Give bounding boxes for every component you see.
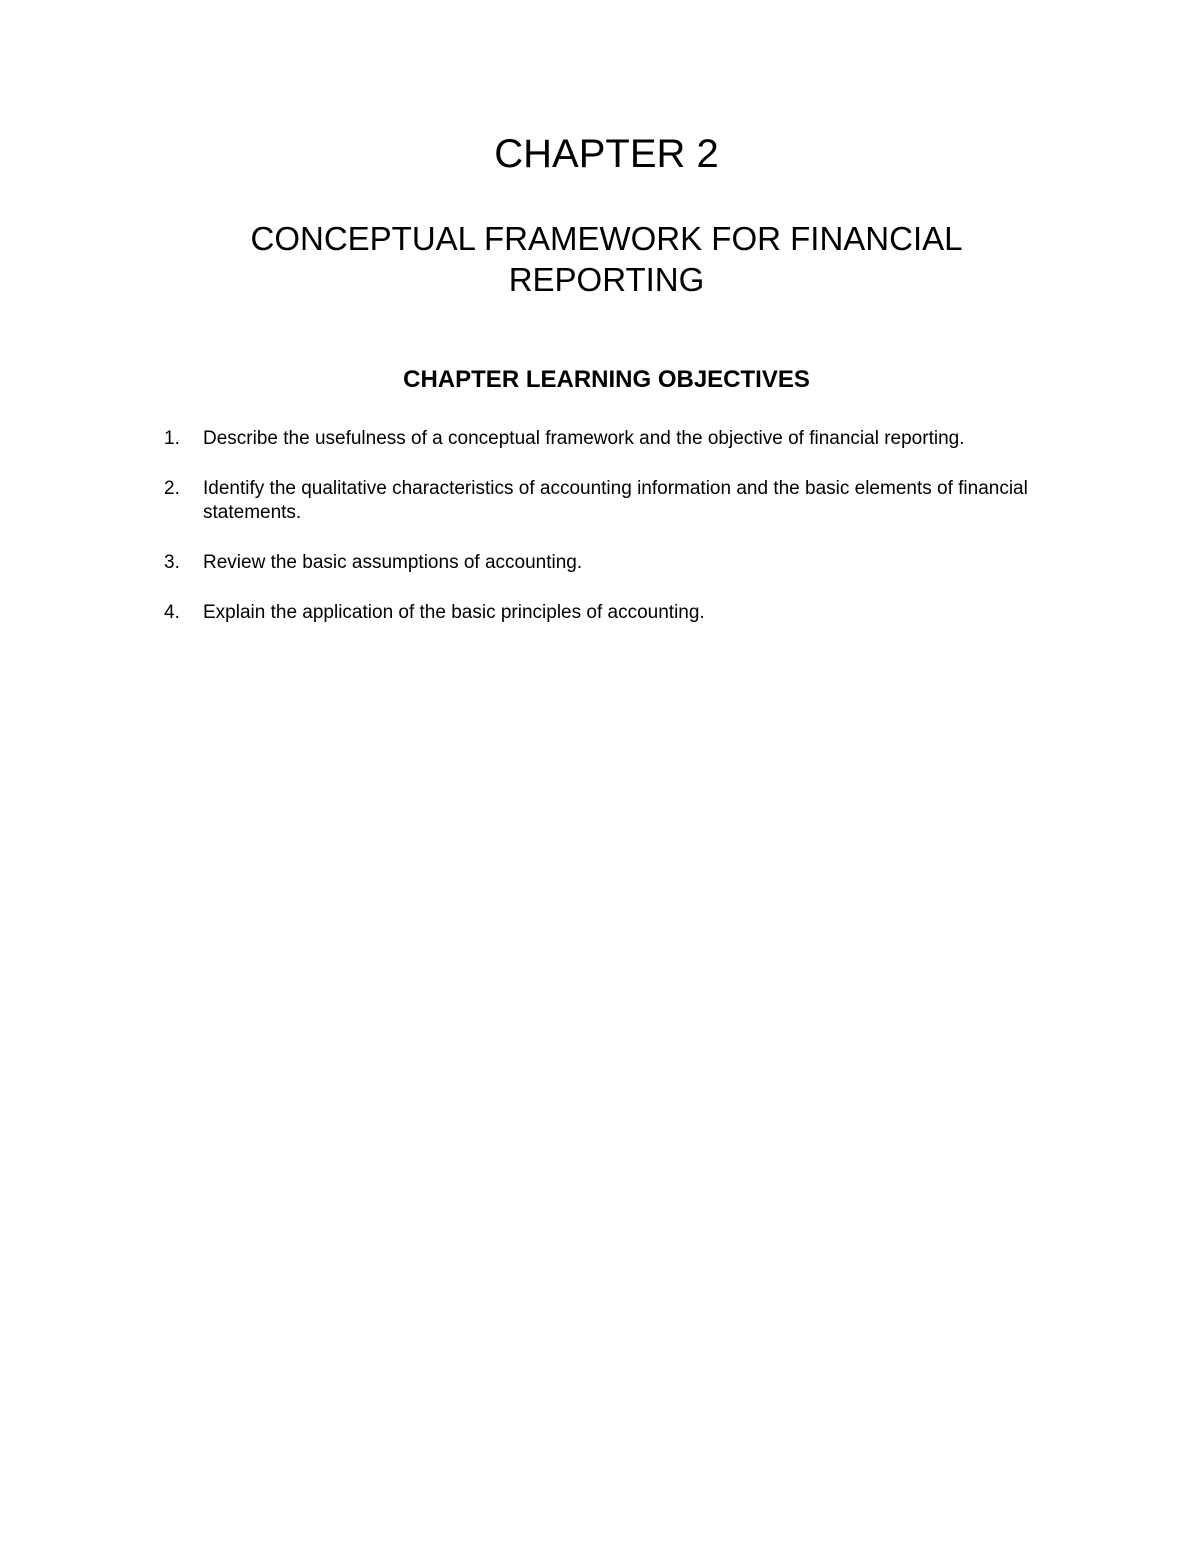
objective-number: 3. — [164, 552, 180, 573]
chapter-title: CONCEPTUAL FRAMEWORK FOR FINANCIAL REPORTING — [250, 220, 963, 298]
objective-item — [164, 427, 1084, 451]
objective-number: 2. — [164, 478, 180, 499]
objective-number: 1. — [164, 428, 180, 449]
objective-item — [164, 601, 1084, 625]
objectives-list — [164, 427, 1084, 651]
objective-text: Review the basic assumptions of accounting. — [203, 552, 583, 573]
objectives-heading: CHAPTER LEARNING OBJECTIVES — [403, 366, 810, 393]
objective-item — [164, 551, 1084, 575]
chapter-number: CHAPTER 2 — [494, 132, 719, 176]
objective-text: Explain the application of the basic principles of accounting. — [203, 602, 705, 623]
objective-item — [164, 477, 1084, 525]
objective-text: Identify the qualitative characteristics of accounting information and the basic elements of financial statements. — [203, 478, 1028, 523]
objective-number: 4. — [164, 602, 180, 623]
objective-text: Describe the usefulness of a conceptual framework and the objective of financial reporting. — [203, 428, 965, 449]
